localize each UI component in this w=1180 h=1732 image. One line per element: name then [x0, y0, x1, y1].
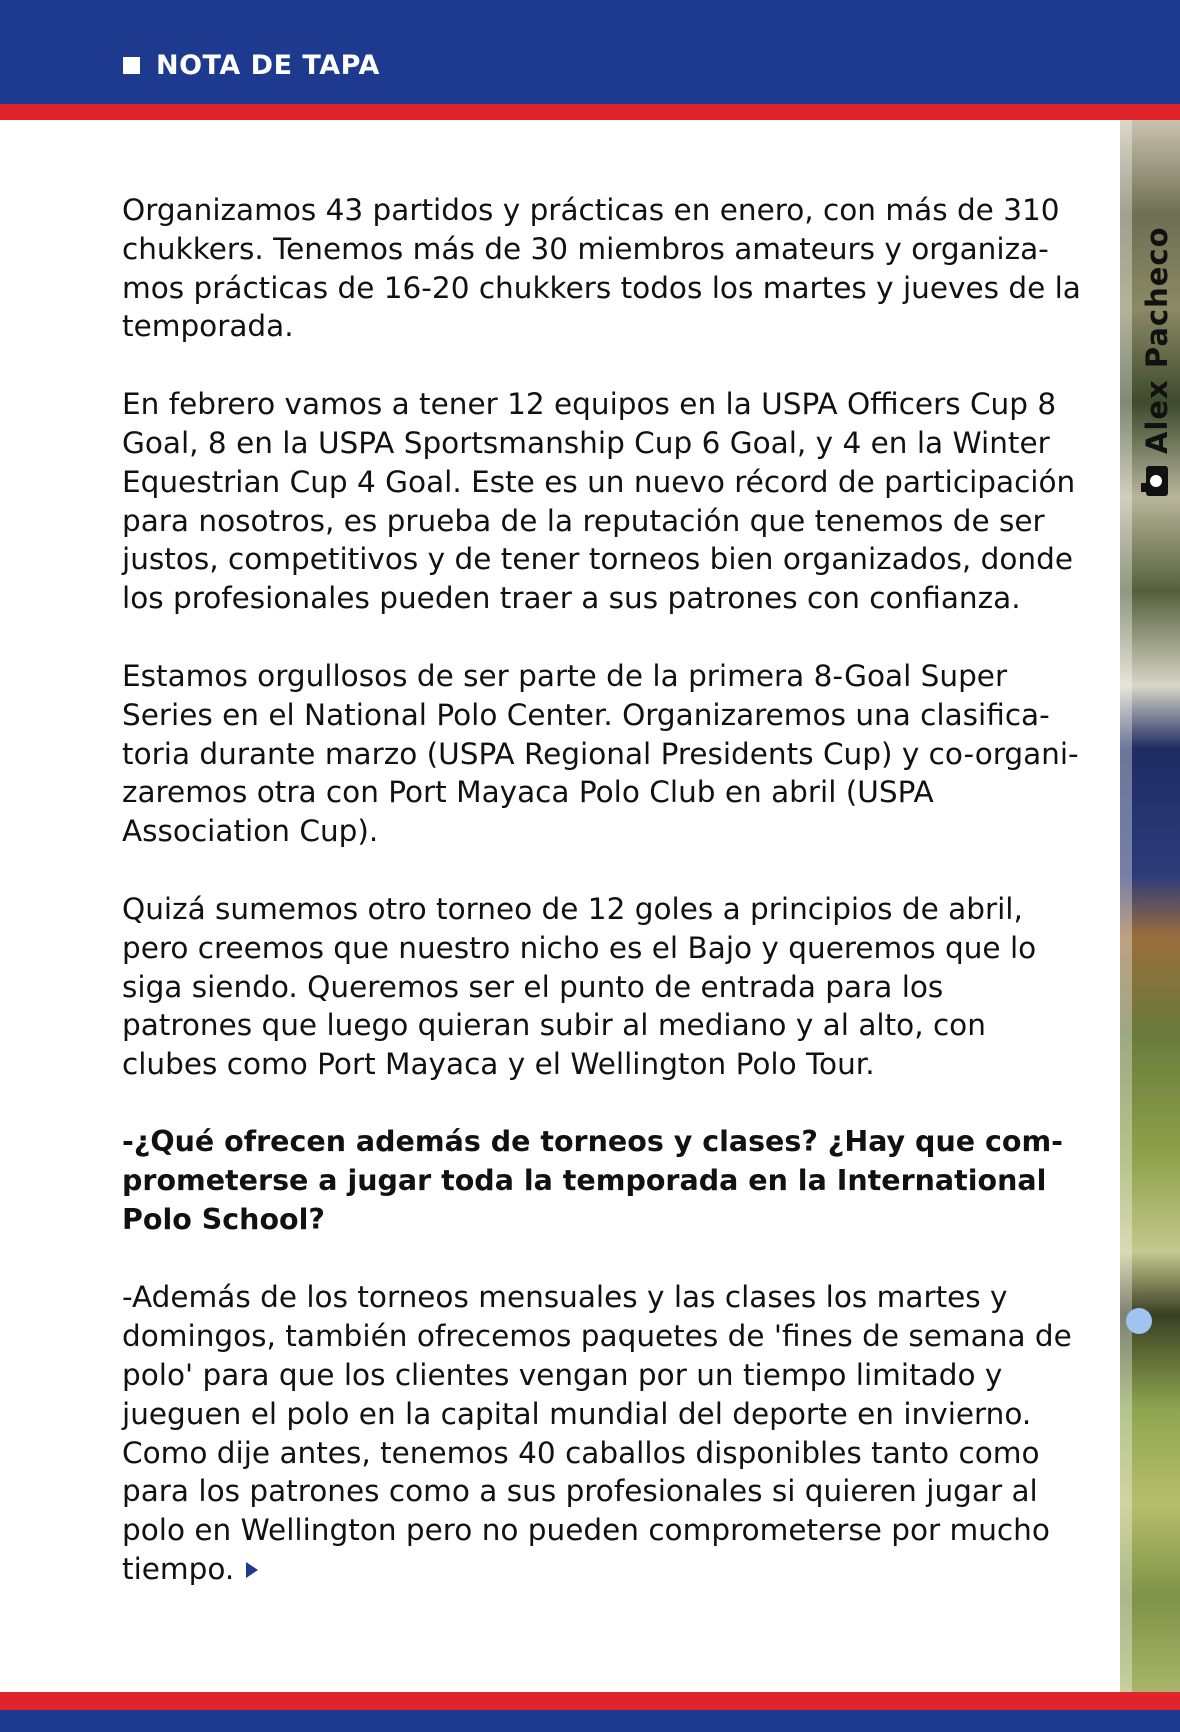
- text-line: prometerse a jugar toda la temporada en la International: [122, 1163, 1047, 1197]
- text-line: -¿Qué ofrecen además de torneos y clases? ¿Hay que com-: [122, 1124, 1063, 1158]
- text-line: siga siendo. Queremos ser el punto de entrada para los: [122, 969, 944, 1004]
- article-paragraph: [122, 385, 1082, 618]
- text-line: mos prácticas de 16-20 chukkers todos los martes y jueves de la: [122, 270, 1081, 305]
- text-line: zaremos otra con Port Mayaca Polo Club en abril (USPA: [122, 775, 934, 810]
- square-bullet-icon: [123, 57, 140, 74]
- text-line: pero creemos que nuestro nicho es el Bajo y queremos que lo: [122, 930, 1037, 965]
- section-label-text: NOTA DE TAPA: [156, 50, 380, 81]
- text-line: Como dije antes, tenemos 40 caballos disponibles tanto como: [122, 1435, 1040, 1470]
- text-line: domingos, también ofrecemos paquetes de 'fines de semana de: [122, 1319, 1072, 1354]
- text-line: En febrero vamos a tener 12 equipos en la USPA Officers Cup 8: [122, 387, 1057, 422]
- text-line: Equestrian Cup 4 Goal. Este es un nuevo récord de participación: [122, 464, 1076, 499]
- text-line: Quizá sumemos otro torneo de 12 goles a principios de abril,: [122, 891, 1023, 926]
- text-line: Estamos orgullosos de ser parte de la primera 8-Goal Super: [122, 658, 1008, 693]
- text-line: polo en Wellington pero no pueden comprometerse por mucho: [122, 1513, 1050, 1548]
- photo-credit: [1140, 196, 1180, 496]
- article-paragraph: [122, 657, 1082, 851]
- text-line: Polo School?: [122, 1202, 325, 1236]
- text-line: polo' para que los clientes vengan por un tiempo limitado y: [122, 1357, 1003, 1392]
- section-label: [123, 50, 380, 81]
- text-line: Association Cup).: [122, 814, 379, 849]
- camera-icon: [1146, 466, 1168, 496]
- text-line: jueguen el polo en la capital mundial del deporte en invierno.: [122, 1396, 1032, 1431]
- footer-red-stripe: [0, 1692, 1180, 1710]
- photo-credit-text: Alex Pacheco: [1140, 226, 1174, 454]
- article-body: [122, 191, 1082, 1628]
- text-line: los profesionales pueden traer a sus patrones con confianza.: [122, 581, 1021, 616]
- text-line: para nosotros, es prueba de la reputación que tenemos de ser: [122, 503, 1045, 538]
- text-line: -Además de los torneos mensuales y las clases los martes y: [122, 1280, 1008, 1315]
- text-line: Series en el National Polo Center. Organizaremos una clasifica-: [122, 697, 1050, 732]
- text-line: justos, competitivos y de tener torneos bien organizados, donde: [122, 542, 1073, 577]
- polo-ball-image: [1126, 1308, 1152, 1334]
- text-line: Goal, 8 en la USPA Sportsmanship Cup 6 Goal, y 4 en la Winter: [122, 425, 1050, 460]
- interview-question: [122, 1123, 1082, 1239]
- text-line: tiempo.: [122, 1550, 1082, 1589]
- article-paragraph: [122, 1278, 1082, 1588]
- text-line: para los patrones como a sus profesionales si quieren jugar al: [122, 1474, 1038, 1509]
- text-line: toria durante marzo (USPA Regional Presidents Cup) y co-organi-: [122, 736, 1079, 771]
- text-line: clubes como Port Mayaca y el Wellington Polo Tour.: [122, 1047, 875, 1082]
- footer-bar: [0, 1710, 1180, 1732]
- text-line: temporada.: [122, 309, 294, 344]
- article-paragraph: [122, 890, 1082, 1084]
- article-paragraph: [122, 191, 1082, 346]
- continue-arrow-icon: [246, 1562, 258, 1578]
- header-red-stripe: [0, 104, 1180, 120]
- text-line: chukkers. Tenemos más de 30 miembros amateurs y organiza-: [122, 231, 1049, 266]
- text-line: patrones que luego quieran subir al mediano y al alto, con: [122, 1008, 986, 1043]
- text-line: Organizamos 43 partidos y prácticas en enero, con más de 310: [122, 193, 1060, 227]
